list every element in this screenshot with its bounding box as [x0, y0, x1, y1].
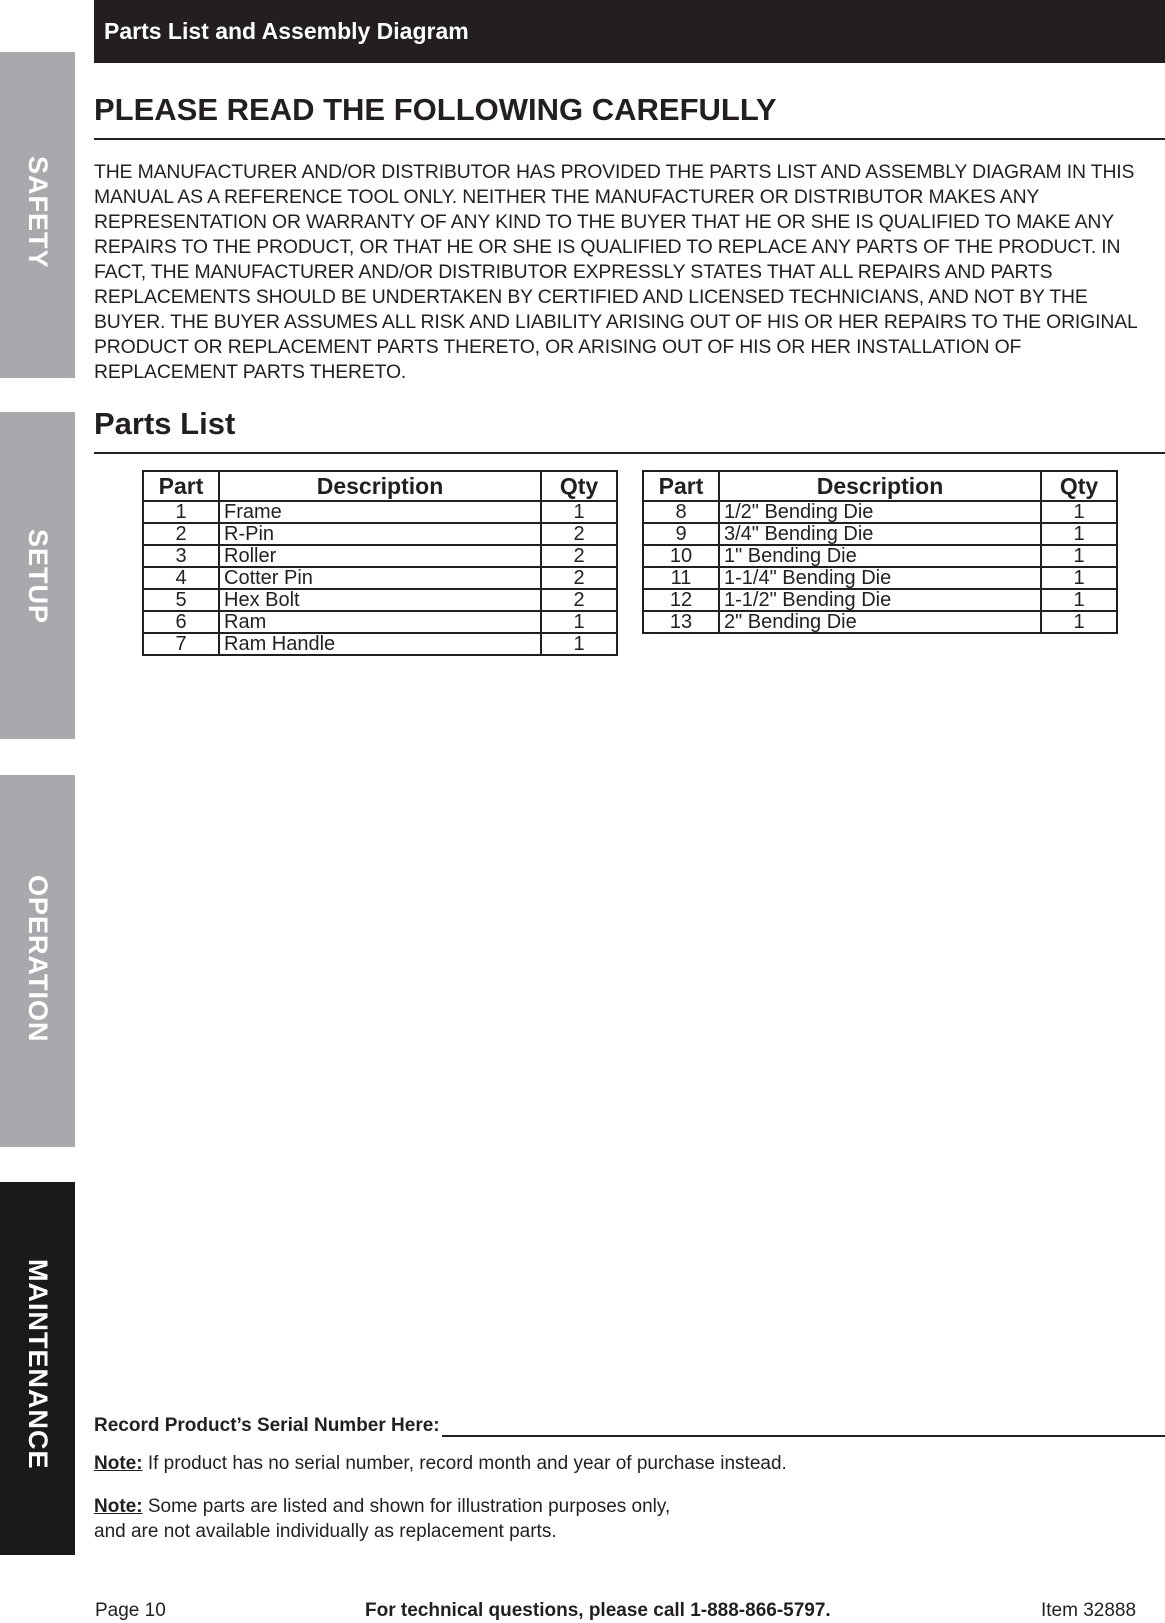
- tab-setup[interactable]: [0, 412, 75, 739]
- part-number: 9: [643, 523, 719, 545]
- table-row: [643, 545, 1117, 567]
- part-description: Ram: [219, 611, 541, 633]
- part-qty: 1: [541, 611, 617, 633]
- serial-number-line: [442, 1415, 1165, 1437]
- table-row: [643, 589, 1117, 611]
- footer-item-number: Item 32888: [1041, 1600, 1137, 1621]
- tab-safety-label: SAFETY: [23, 156, 53, 269]
- disclaimer-text: THE MANUFACTURER AND/OR DISTRIBUTOR HAS PROVIDED THE PARTS LIST AND ASSEMBLY DIAGRAM IN THIS MANUAL AS A REFERENCE TOOL ONLY. NEITHER THE MANUFACTURER OR DISTRIBUTOR MAKES ANY REPRESENTATION OR WARRANTY OF ANY KIND TO THE BUYER THAT HE OR SHE IS QUALIFIED TO MAKE ANY REPAIRS TO THE PRODUCT, OR THAT HE OR SHE IS QUALIFIED TO REPLACE ANY PARTS OF THE PRODUCT. IN FACT, THE MANUFACTURER AND/OR DISTRIBUTOR EXPRESSLY STATES THAT ALL REPAIRS AND PARTS REPLACEMENTS SHOULD BE UNDERTAKEN BY CERTIFIED AND LICENSED TECHNICIANS, AND NOT BY THE BUYER. THE BUYER ASSUMES ALL RISK AND LIABILITY ARISING OUT OF HIS OR HER REPAIRS TO THE ORIGINAL PRODUCT OR REPLACEMENT PARTS THERETO, OR ARISING OUT OF HIS OR HER INSTALLATION OF REPLACEMENT PARTS THERETO.: [94, 161, 1137, 383]
- part-description: 1-1/4" Bending Die: [719, 567, 1041, 589]
- serial-number-record: [94, 1415, 1165, 1437]
- table-row: [143, 501, 617, 523]
- tab-operation-label: OPERATION: [23, 875, 53, 1043]
- table-header-row: [643, 471, 1117, 501]
- parts-table-2: [642, 470, 1118, 634]
- part-description: 1/2" Bending Die: [719, 501, 1041, 523]
- part-description: R-Pin: [219, 523, 541, 545]
- part-number: 12: [643, 589, 719, 611]
- table-row: [143, 611, 617, 633]
- part-number: 2: [143, 523, 219, 545]
- note-serial: [94, 1451, 787, 1476]
- table-row: [143, 545, 617, 567]
- part-number: 10: [643, 545, 719, 567]
- tab-maintenance-label: MAINTENANCE: [23, 1259, 53, 1470]
- part-description: Cotter Pin: [219, 567, 541, 589]
- table-row: [143, 589, 617, 611]
- part-number: 8: [643, 501, 719, 523]
- part-number: 5: [143, 589, 219, 611]
- table-row: [143, 633, 617, 655]
- footer-page-number: Page 10: [95, 1600, 166, 1621]
- column-header-part: Part: [643, 471, 719, 501]
- part-number: 11: [643, 567, 719, 589]
- part-qty: 1: [1041, 611, 1117, 633]
- table-row: [643, 523, 1117, 545]
- part-qty: 1: [541, 501, 617, 523]
- column-header-part: Part: [143, 471, 219, 501]
- part-description: Roller: [219, 545, 541, 567]
- column-header-description: Description: [719, 471, 1041, 501]
- note-text: If product has no serial number, record month and year of purchase instead.: [142, 1453, 787, 1474]
- table-row: [643, 611, 1117, 633]
- part-number: 13: [643, 611, 719, 633]
- table-row: [143, 567, 617, 589]
- footer-tech-support: For technical questions, please call 1-888-866-5797.: [365, 1600, 831, 1621]
- part-description: 3/4" Bending Die: [719, 523, 1041, 545]
- tab-operation[interactable]: [0, 775, 75, 1147]
- part-qty: 1: [541, 633, 617, 655]
- table-row: [143, 523, 617, 545]
- part-qty: 2: [541, 589, 617, 611]
- part-qty: 1: [1041, 545, 1117, 567]
- part-qty: 1: [1041, 589, 1117, 611]
- part-number: 4: [143, 567, 219, 589]
- tab-maintenance[interactable]: [0, 1182, 75, 1555]
- part-qty: 2: [541, 523, 617, 545]
- part-description: Hex Bolt: [219, 589, 541, 611]
- tab-setup-label: SETUP: [23, 529, 53, 625]
- part-number: 3: [143, 545, 219, 567]
- table-row: [643, 501, 1117, 523]
- note-illustration: [94, 1494, 670, 1544]
- table-header-row: [143, 471, 617, 501]
- part-number: 6: [143, 611, 219, 633]
- column-header-qty: Qty: [541, 471, 617, 501]
- tab-safety[interactable]: [0, 52, 75, 378]
- table-row: [643, 567, 1117, 589]
- part-qty: 2: [541, 545, 617, 567]
- note-label: Note:: [94, 1453, 143, 1474]
- part-description: 1-1/2" Bending Die: [719, 589, 1041, 611]
- column-header-description: Description: [219, 471, 541, 501]
- part-qty: 1: [1041, 567, 1117, 589]
- part-description: 1" Bending Die: [719, 545, 1041, 567]
- note-label: Note:: [94, 1496, 143, 1517]
- main-heading: PLEASE READ THE FOLLOWING CAREFULLY: [94, 92, 1165, 140]
- part-description: Frame: [219, 501, 541, 523]
- serial-number-label: Record Product’s Serial Number Here:: [94, 1415, 440, 1436]
- note-text-line-2: and are not available individually as replacement parts.: [94, 1521, 557, 1542]
- part-description: 2" Bending Die: [719, 611, 1041, 633]
- parts-list-heading: Parts List: [94, 406, 1165, 454]
- column-header-qty: Qty: [1041, 471, 1117, 501]
- part-number: 7: [143, 633, 219, 655]
- part-qty: 2: [541, 567, 617, 589]
- section-header-bar: [94, 0, 1165, 63]
- note-text: Some parts are listed and shown for illustration purposes only,: [142, 1496, 671, 1517]
- part-qty: 1: [1041, 501, 1117, 523]
- section-header-title: Parts List and Assembly Diagram: [104, 18, 469, 44]
- part-number: 1: [143, 501, 219, 523]
- part-description: Ram Handle: [219, 633, 541, 655]
- parts-table-1: [142, 470, 618, 656]
- part-qty: 1: [1041, 523, 1117, 545]
